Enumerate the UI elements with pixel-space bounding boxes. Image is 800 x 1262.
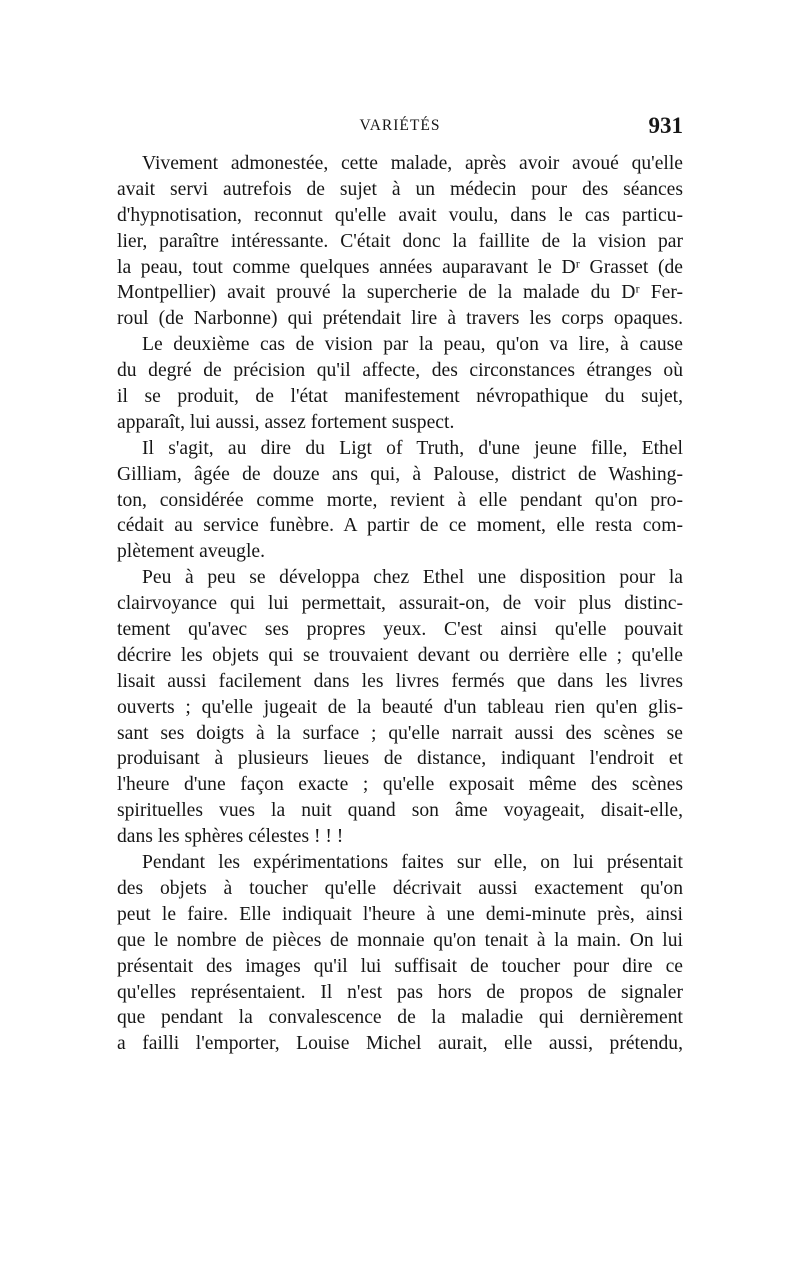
text-line: l'heure d'une façon exacte ; qu'elle exposait même des scènes	[117, 774, 683, 796]
text-line: Peu à peu se développa chez Ethel une disposition pour la	[142, 567, 683, 589]
text-line: il se produit, de l'état manifestement névropathique du sujet,	[117, 386, 683, 408]
text-line: lier, paraître intéressante. C'était donc la faillite de la vision par	[117, 230, 683, 252]
running-title: VARIÉTÉS	[359, 117, 441, 134]
text-line: Il s'agit, au dire du Ligt of Truth, d'une jeune fille, Ethel	[142, 437, 683, 459]
text-line: qu'elles représentaient. Il n'est pas hors de propos de signaler	[117, 981, 683, 1003]
text-line: clairvoyance qui lui permettait, assurait-on, de voir plus distinc-	[117, 593, 683, 615]
text-line: du degré de précision qu'il affecte, des circonstances étranges où	[117, 360, 683, 382]
text-line: la peau, tout comme quelques années auparavant le Dʳ Grasset (de	[117, 256, 683, 278]
text-line: Pendant les expérimentations faites sur elle, on lui présentait	[142, 852, 683, 874]
text-line: que pendant la convalescence de la maladie qui dernièrement	[117, 1007, 683, 1029]
text-line: peut le faire. Elle indiquait l'heure à une demi-minute près, ainsi	[117, 903, 683, 925]
text-line: d'hypnotisation, reconnut qu'elle avait voulu, dans le cas particu-	[117, 204, 683, 226]
text-line: lisait aussi facilement dans les livres fermés que dans les livres	[117, 670, 683, 692]
text-line: Le deuxième cas de vision par la peau, qu'on va lire, à cause	[142, 334, 683, 356]
text-line: tement qu'avec ses propres yeux. C'est ainsi qu'elle pouvait	[117, 619, 683, 641]
text-line: que le nombre de pièces de monnaie qu'on tenait à la main. On lui	[117, 929, 683, 951]
running-head	[117, 112, 683, 142]
text-line: ton, considérée comme morte, revient à elle pendant qu'on pro-	[117, 489, 683, 511]
text-line: roul (de Narbonne) qui prétendait lire à travers les corps opaques.	[117, 308, 683, 330]
text-line: avait servi autrefois de sujet à un médecin pour des séances	[117, 178, 683, 200]
page-number: 931	[648, 113, 683, 138]
text-line: présentait des images qu'il lui suffisait de toucher pour dire ce	[117, 955, 683, 977]
text-line: apparaît, lui aussi, assez fortement suspect.	[117, 411, 455, 433]
text-line: décrire les objets qui se trouvaient devant ou derrière elle ; qu'elle	[117, 644, 683, 666]
text-line: spirituelles vues la nuit quand son âme voyageait, disait-elle,	[117, 800, 683, 822]
text-line: des objets à toucher qu'elle décrivait aussi exactement qu'on	[117, 877, 683, 899]
text-line: Gilliam, âgée de douze ans qui, à Palouse, district de Washing-	[117, 463, 683, 485]
text-line: dans les sphères célestes ! ! !	[117, 826, 344, 848]
text-line: sant ses doigts à la surface ; qu'elle narrait aussi des scènes se	[117, 722, 683, 744]
text-line: Montpellier) avait prouvé la supercherie de la malade du Dʳ Fer-	[117, 282, 683, 304]
text-line: plètement aveugle.	[117, 541, 265, 563]
text-line: ouverts ; qu'elle jugeait de la beauté d'un tableau rien qu'en glis-	[117, 696, 683, 718]
body-text	[117, 151, 683, 1057]
text-line: a failli l'emporter, Louise Michel aurait, elle aussi, prétendu,	[117, 1033, 683, 1055]
text-line: Vivement admonestée, cette malade, après avoir avoué qu'elle	[142, 153, 683, 174]
text-line: produisant à plusieurs lieues de distance, indiquant l'endroit et	[117, 748, 683, 770]
text-line: cédait au service funèbre. A partir de ce moment, elle resta com-	[117, 515, 683, 537]
